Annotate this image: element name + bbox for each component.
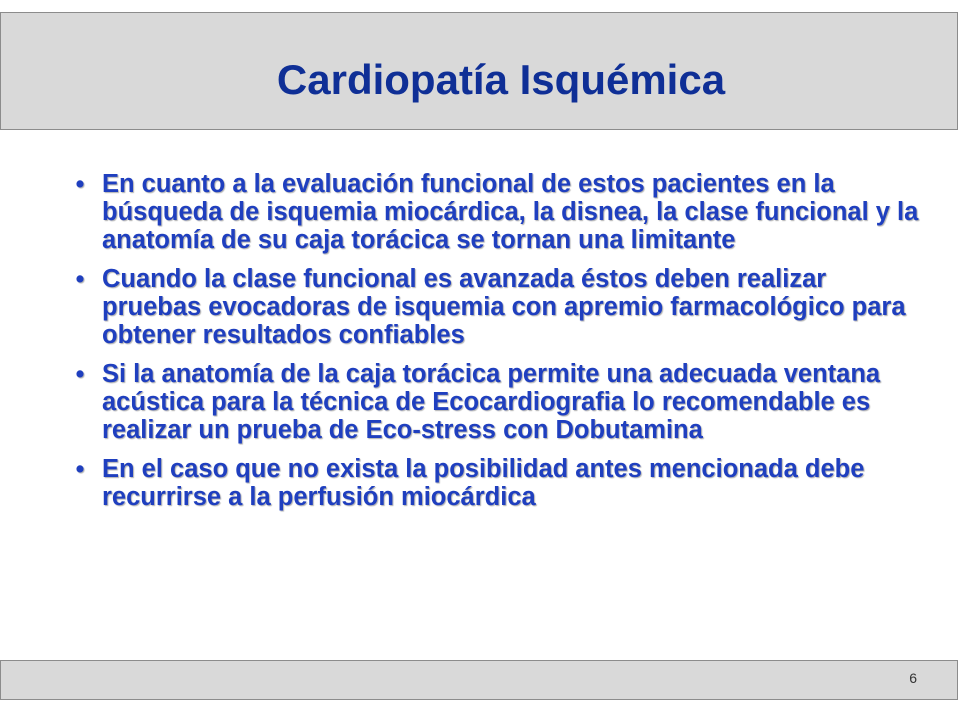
bullet-icon: • [75, 455, 85, 483]
bullet-text: Cuando la clase funcional es avanzada éstos deben realizar pruebas evocadoras de isquemia con apremio farmacológico para obtener resultados confiables [102, 265, 906, 349]
bullet-list [70, 170, 920, 522]
title-bar [0, 12, 958, 130]
bullet-icon: • [75, 360, 85, 388]
bullet-text: En cuanto a la evaluación funcional de estos pacientes en la búsqueda de isquemia miocárdica, la disnea, la clase funcional y la anatomía de su caja torácica se tornan una limitante [102, 170, 919, 254]
bullet-item [70, 455, 920, 511]
footer-bar [0, 660, 958, 700]
bullet-item [70, 170, 920, 254]
bullet-icon: • [75, 170, 85, 198]
bullet-item [70, 360, 920, 444]
bullet-icon: • [75, 265, 85, 293]
bullet-item [70, 265, 920, 349]
bullet-text: En el caso que no exista la posibilidad antes mencionada debe recurrirse a la perfusión miocárdica [102, 455, 865, 511]
bullet-text: Si la anatomía de la caja torácica permite una adecuada ventana acústica para la técnica de Ecocardiografia lo recomendable es realizar un prueba de Eco-stress con Dobutamina [102, 360, 881, 444]
page-number: 6 [909, 670, 917, 686]
slide-title: Cardiopatía Isquémica [276, 56, 726, 103]
